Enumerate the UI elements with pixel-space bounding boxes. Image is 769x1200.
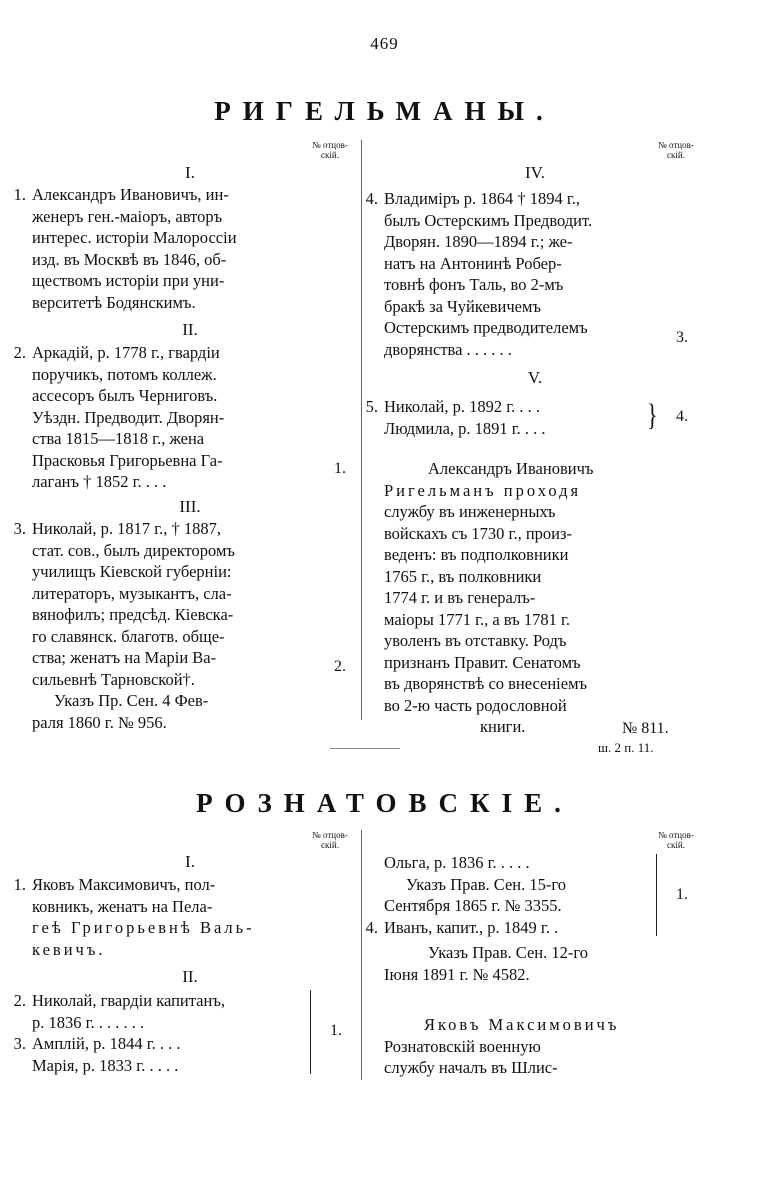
brace-icon (308, 990, 311, 1074)
narrative-line: уволенъ въ отставку. Родъ (384, 631, 567, 650)
father-ref: 3. (676, 329, 688, 346)
entry-number: 2. (13, 343, 26, 362)
narrative-line: службу началъ въ Шлис- (384, 1058, 558, 1077)
entry-text: ковникъ, женатъ на Пела- (32, 896, 213, 916)
decree-text: Указъ Прав. Сен. 15-го (406, 874, 566, 894)
roman-numeral-i: I. (185, 163, 195, 182)
entry-text: Александръ Ивановичъ, ин- (32, 185, 229, 204)
narrative-line: признанъ Правит. Сенатомъ (384, 652, 581, 672)
entry-text: сильевнѣ Тарновской†. (32, 669, 195, 689)
entry-text: ассесоръ былъ Черниговъ. (32, 386, 218, 405)
decree-text: Сентября 1865 г. № 3355. (384, 896, 562, 915)
entry-number: 3. (13, 519, 26, 538)
narrative-roznatovskie (384, 1014, 664, 1079)
narrative-line: Ригельманъ проходя (384, 480, 582, 500)
narrative-line: службу въ инженерныхъ (384, 502, 556, 521)
entry-text: кевичъ. (32, 939, 106, 959)
section-divider (330, 748, 400, 749)
roman-numeral-iii: III. (179, 497, 201, 516)
entry-text: поручикъ, потомъ коллеж. (32, 364, 217, 384)
column-header-left: № отцов- скій. (312, 830, 348, 850)
narrative-line: Яковъ Максимовичъ (424, 1015, 620, 1034)
entry-number: 4. (365, 189, 378, 208)
brace-icon (654, 854, 657, 936)
entry-yakov (0, 874, 360, 960)
archive-number: № 811. (622, 720, 669, 737)
roman-numeral-ii: II. (182, 320, 198, 339)
entry-nikolay-lyudmila (352, 396, 672, 439)
column-header-left: № отцов- скій. (312, 140, 348, 160)
entry-text: Прасковья Григорьевна Га- (32, 450, 223, 470)
entry-text: изд. въ Москвѣ въ 1846, об- (32, 249, 227, 269)
entry-text: стат. сов., былъ директоромъ (32, 540, 235, 560)
entry-text: Ольга, р. 1836 г. . . . . (384, 853, 530, 872)
entry-text: литераторъ, музыкантъ, сла- (32, 583, 232, 603)
entry-text: Марія, р. 1833 г. . . . . (32, 1055, 179, 1075)
decree-text: раля 1860 г. № 956. (32, 712, 167, 732)
family-title-rigelman: РИГЕЛЬМАНЫ. (214, 96, 555, 126)
narrative-line: 1765 г., въ полковники (384, 566, 542, 586)
entry-vladimir (352, 188, 732, 360)
father-ref: 2. (334, 658, 346, 675)
entry-text: геѣ Григорьевнѣ Валь- (32, 918, 255, 937)
father-ref: 1. (334, 460, 346, 477)
father-ref: 1. (676, 886, 688, 903)
roman-numeral-iv: IV. (525, 163, 545, 182)
narrative-rigelman (384, 458, 654, 738)
entry-text: ства 1815—1818 г., жена (32, 429, 205, 448)
entry-text: вянофилъ; предсѣд. Кіевска- (32, 605, 234, 624)
roman-numeral-ii: II. (182, 967, 198, 986)
entry-text: го славянск. благотв. общe- (32, 626, 225, 646)
entry-text: Остерскимъ предводителемъ (384, 318, 588, 337)
narrative-line: во 2-ю часть родословной (384, 695, 567, 715)
entry-arkadiy (0, 342, 360, 493)
entry-text: р. 1836 г. . . . . . . (32, 1012, 145, 1032)
narrative-line: въ дворянствѣ со внесеніемъ (384, 674, 588, 693)
entry-number: 1. (13, 185, 26, 204)
entry-number: 2. (13, 991, 26, 1010)
entries-roznatovskie-right (352, 852, 672, 938)
narrative-line: 1774 г. и въ генералъ- (384, 588, 536, 607)
entry-number: 5. (365, 397, 378, 416)
narrative-line: войскахъ съ 1730 г., произ- (384, 523, 573, 543)
entry-text: женеръ ген.-маіоръ, авторъ (32, 206, 223, 226)
entry-text: Николай, гвардіи капитанъ, (32, 991, 225, 1010)
archive-shelf: ш. 2 п. 11. (598, 740, 654, 755)
decree-ivan (384, 942, 664, 985)
entry-number: 4. (365, 917, 378, 937)
entry-number: 3. (13, 1034, 26, 1053)
entry-text: натъ на Антонинѣ Робер- (384, 253, 562, 273)
roman-numeral-i: I. (185, 852, 195, 871)
entry-text: Аркадій, р. 1778 г., гвардіи (32, 343, 220, 362)
father-ref: 4. (676, 408, 688, 425)
entry-text: ства; женатъ на Маріи Ва- (32, 648, 217, 667)
page-number: 469 (370, 34, 399, 53)
entry-nikolay (0, 518, 360, 733)
narrative-line: веденъ: въ подполковники (384, 545, 569, 564)
entry-text: товнѣ фонъ Таль, во 2-мъ (384, 275, 564, 294)
brace-icon: } (647, 396, 658, 432)
entry-text: Амплій, р. 1844 г. . . . (32, 1034, 181, 1053)
entry-text: Уѣздн. Предводит. Дворян- (32, 407, 225, 427)
decree-text: Указъ Прав. Сен. 12-го (428, 943, 588, 962)
narrative-line: Александръ Ивановичъ (428, 459, 594, 478)
narrative-line: маіоры 1771 г., а въ 1781 г. (384, 609, 570, 629)
entry-aleksandr (0, 184, 360, 313)
entry-text: бракѣ за Чуйкевичемъ (384, 296, 541, 316)
entry-text: Яковъ Максимовичъ, пол- (32, 875, 216, 894)
entry-text: Владиміръ р. 1864 † 1894 г., (384, 189, 581, 208)
decree-text: Іюня 1891 г. № 4582. (384, 964, 530, 984)
entry-text: Людмила, р. 1891 г. . . . (384, 418, 546, 438)
father-ref: 1. (330, 1022, 342, 1039)
decree-text: Указъ Пр. Сен. 4 Фев- (54, 691, 209, 710)
entry-text: дворянства . . . . . . (384, 339, 512, 359)
entry-text: Николай, р. 1892 г. . . . (384, 397, 541, 416)
entry-text: былъ Остерскимъ Предводит. (384, 210, 593, 230)
entry-text: Николай, р. 1817 г., † 1887, (32, 519, 222, 538)
column-header-right: № отцов- скій. (658, 830, 694, 850)
entry-text: верситетѣ Бодянскимъ. (32, 292, 196, 312)
narrative-line: книги. (480, 717, 526, 736)
column-header-right: № отцов- скій. (658, 140, 694, 160)
entry-text: интерес. исторіи Малороссіи (32, 228, 237, 247)
narrative-line: Рознатовскій военную (384, 1036, 541, 1056)
entries-roznatovskie-ii (0, 990, 320, 1076)
roman-numeral-v: V. (527, 368, 543, 387)
entry-text: Иванъ, капит., р. 1849 г. . (384, 917, 559, 937)
entry-text: училищъ Кіевской губерніи: (32, 562, 232, 581)
family-title-roznatovskie: РОЗНАТОВСКІЕ. (196, 788, 573, 818)
entry-text: ществомъ исторіи при уни- (32, 271, 225, 290)
entry-text: лаганъ † 1852 г. . . . (32, 472, 167, 491)
entry-number: 1. (13, 875, 26, 894)
entry-text: Дворян. 1890—1894 г.; же- (384, 232, 573, 251)
